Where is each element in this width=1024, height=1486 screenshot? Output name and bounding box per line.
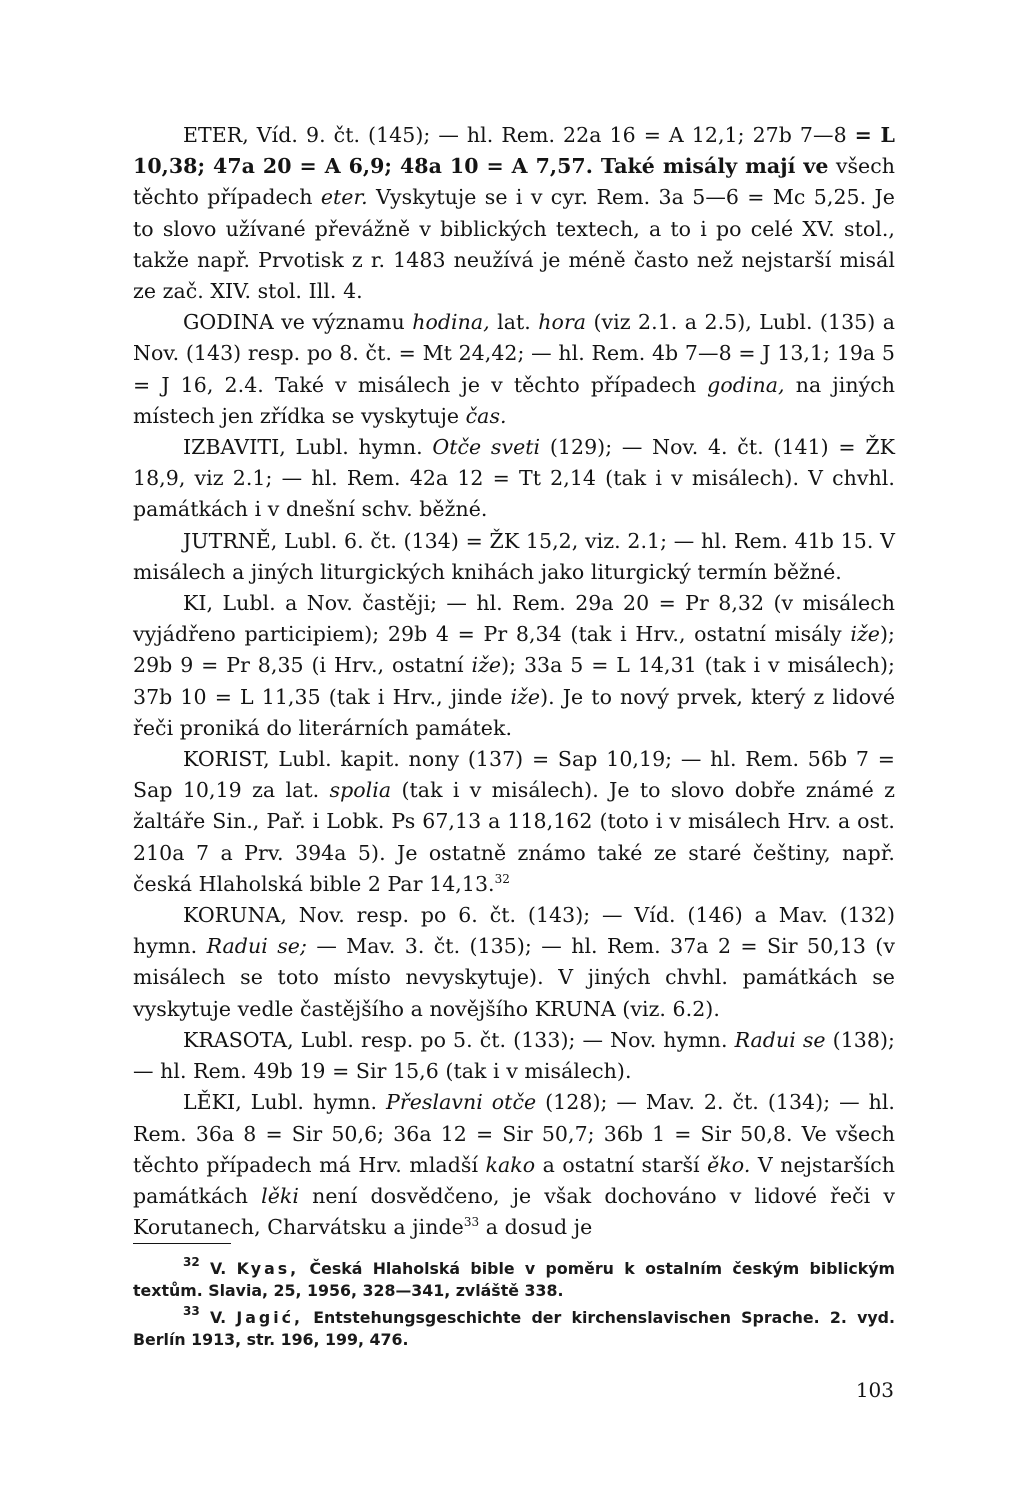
italic-text: spolia (329, 778, 392, 803)
paragraph (133, 526, 895, 588)
text-run: LĚKI, Lubl. hymn. (183, 1090, 387, 1115)
italic-text: Přeslavni otče (386, 1090, 537, 1115)
text-run: GODINA ve významu (183, 310, 413, 335)
paragraph (133, 1025, 895, 1087)
text-run: V nejstarších památkách (133, 1152, 895, 1208)
italic-text: godina, (707, 372, 785, 397)
text-run: na jiných místech jen zřídka se vyskytuje (133, 372, 896, 428)
text-run: ETER, Víd. 9. čt. (145); — hl. Rem. 22a 16 = A 12,1; 27b 7—8 (183, 123, 855, 147)
paragraph (133, 120, 895, 307)
text-run: ). Je to nový prvek, který z lidové řeči proniká do literárních památek. (133, 684, 895, 740)
italic-text: kako (485, 1152, 536, 1177)
text-run: a ostatní starší (535, 1152, 708, 1177)
footnote-author: Kyas, (236, 1259, 300, 1278)
footnote-number: 32 (183, 1255, 200, 1269)
footnote-divider (133, 1243, 231, 1244)
italic-text: iže (850, 622, 880, 647)
text-run: (viz 2.1. a 2.5), Lubl. (135) a Nov. (143) resp. po 8. čt. = Mt 24,42; — hl. Rem. 4b 7—8 = J 13,1; 19a 5 = J 16, 2.4. Také v misálech je v těchto případech (133, 310, 895, 397)
paragraph (133, 588, 895, 744)
text-run: KRASOTA, Lubl. resp. po 5. čt. (133); — Nov. hymn. (183, 1027, 735, 1052)
text-run: (128); — Mav. 2. čt. (134); — hl. Rem. 36a 8 = Sir 50,6; 36a 12 = Sir 50,7; 36b 1 = Sir 50,8. Ve všech těchto případech má Hrv. mladší (133, 1090, 895, 1177)
footnote-text: Entstehungsgeschichte der kirchenslavischen Sprache. 2. vyd. Berlín 1913, str. 196, 199, 476. (133, 1308, 895, 1349)
italic-text: čas. (465, 403, 507, 428)
italic-text: ěko. (707, 1152, 751, 1177)
footnote-33 (133, 1304, 895, 1350)
text-run: lat. (489, 310, 539, 335)
italic-text: Otče sveti (432, 435, 541, 460)
paragraph (133, 744, 895, 900)
paragraph (133, 432, 895, 526)
footnote-text: Česká Hlaholská bible v poměru k ostalním českým biblickým textům. Slavia, 25, 1956, 328—341, zvláště 338. (133, 1259, 896, 1300)
italic-text: iže (510, 684, 541, 709)
paragraph (133, 307, 895, 432)
text-run: KORUNA, Nov. resp. po 6. čt. (143); — Víd. (146) a Mav. (132) hymn. (133, 903, 895, 959)
footnote-number: 33 (183, 1304, 200, 1318)
footnote-ref: 32 (494, 871, 510, 886)
text-run: není dosvědčeno, je však dochováno v lidové řeči v Korutanech, Charvátsku a jinde (133, 1183, 896, 1240)
italic-text: Radui se (734, 1027, 826, 1052)
text-run: — Mav. 3. čt. (135); — hl. Rem. 37a 2 = Sir 50,13 (v misálech se toto místo nevyskytuje). V jiných chvhl. památkách se vyskytuje vedle častějšího a novějšího KRUNA (viz. 6.2). (133, 934, 895, 1021)
paragraph (133, 1087, 895, 1243)
text-run: Vyskytuje se i v cyr. Rem. 3a 5—6 = Mc 5,25. Je to slovo užívané převážně v biblických textech, a to i po celé XV. stol., takže např. Prvotisk z r. 1483 neužívá je méně často než nejstarší misál ze zač. XIV. stol. Ill. 4. (133, 185, 895, 304)
text-run: IZBAVITI, Lubl. hymn. (183, 435, 433, 460)
italic-text: iže (471, 653, 502, 678)
text-run: ); 33a 5 = L 14,31 (tak i v misálech); 37b 10 = L 11,35 (tak i Hrv., jinde (133, 653, 895, 709)
page-number: 103 (855, 1378, 894, 1402)
text-run: KI, Lubl. a Nov. častěji; — hl. Rem. 29a 20 = Pr 8,32 (v misálech vyjádřeno participiem); 29b 4 = Pr 8,34 (tak i Hrv., ostatní misály (133, 591, 895, 647)
text-run: (138); — hl. Rem. 49b 19 = Sir 15,6 (tak i v misálech). (133, 1027, 895, 1084)
text-run: (tak i v misálech). Je to slovo dobře známé z žaltáře Sin., Pař. i Lobk. Ps 67,13 a 118,162 (toto i v misálech Hrv. a ost. 210a 7 a Prv. 394a 5). Je ostatně známo také ze staré češtiny, např. česká Hlaholská bible 2 Par 14,13. (133, 778, 895, 896)
footnote-ref: 33 (463, 1215, 480, 1230)
main-text (133, 120, 895, 1243)
text-run: všech těchto případech (133, 154, 896, 210)
text-run: ); 29b 9 = Pr 8,35 (i Hrv., ostatní (133, 622, 895, 678)
paragraph (133, 900, 895, 1025)
footnote-32 (133, 1255, 896, 1301)
italic-text: Radui se; (206, 934, 307, 959)
text-run: JUTRNĚ, Lubl. 6. čt. (134) = ŽK 15,2, viz. 2.1; — hl. Rem. 41b 15. V misálech a jiných liturgických knihách jako liturgický termín běžné. (133, 528, 895, 584)
italic-text: lěki (261, 1183, 299, 1208)
text-run: a dosud je (479, 1215, 593, 1240)
footnote-lead: V. (209, 1308, 237, 1327)
footnote-lead: V. (210, 1259, 237, 1278)
italic-text: eter. (320, 185, 368, 210)
italic-text: hodina, (412, 310, 490, 335)
text-run: KORIST, Lubl. kapit. nony (137) = Sap 10,19; — hl. Rem. 56b 7 = Sap 10,19 za lat. (133, 747, 895, 803)
text-run: (129); — Nov. 4. čt. (141) = ŽK 18,9, viz 2.1; — hl. Rem. 42a 12 = Tt 2,14 (tak i v misálech). V chvhl. památkách i v dnešní schv. běžné. (133, 435, 895, 522)
footnote-author: Jagić, (236, 1308, 303, 1327)
footnotes (133, 1255, 896, 1356)
italic-text: hora (538, 310, 587, 335)
bold-text: = L 10,38; 47a 20 = A 6,9; 48a 10 = A 7,57. Také misály mají ve (133, 123, 895, 179)
